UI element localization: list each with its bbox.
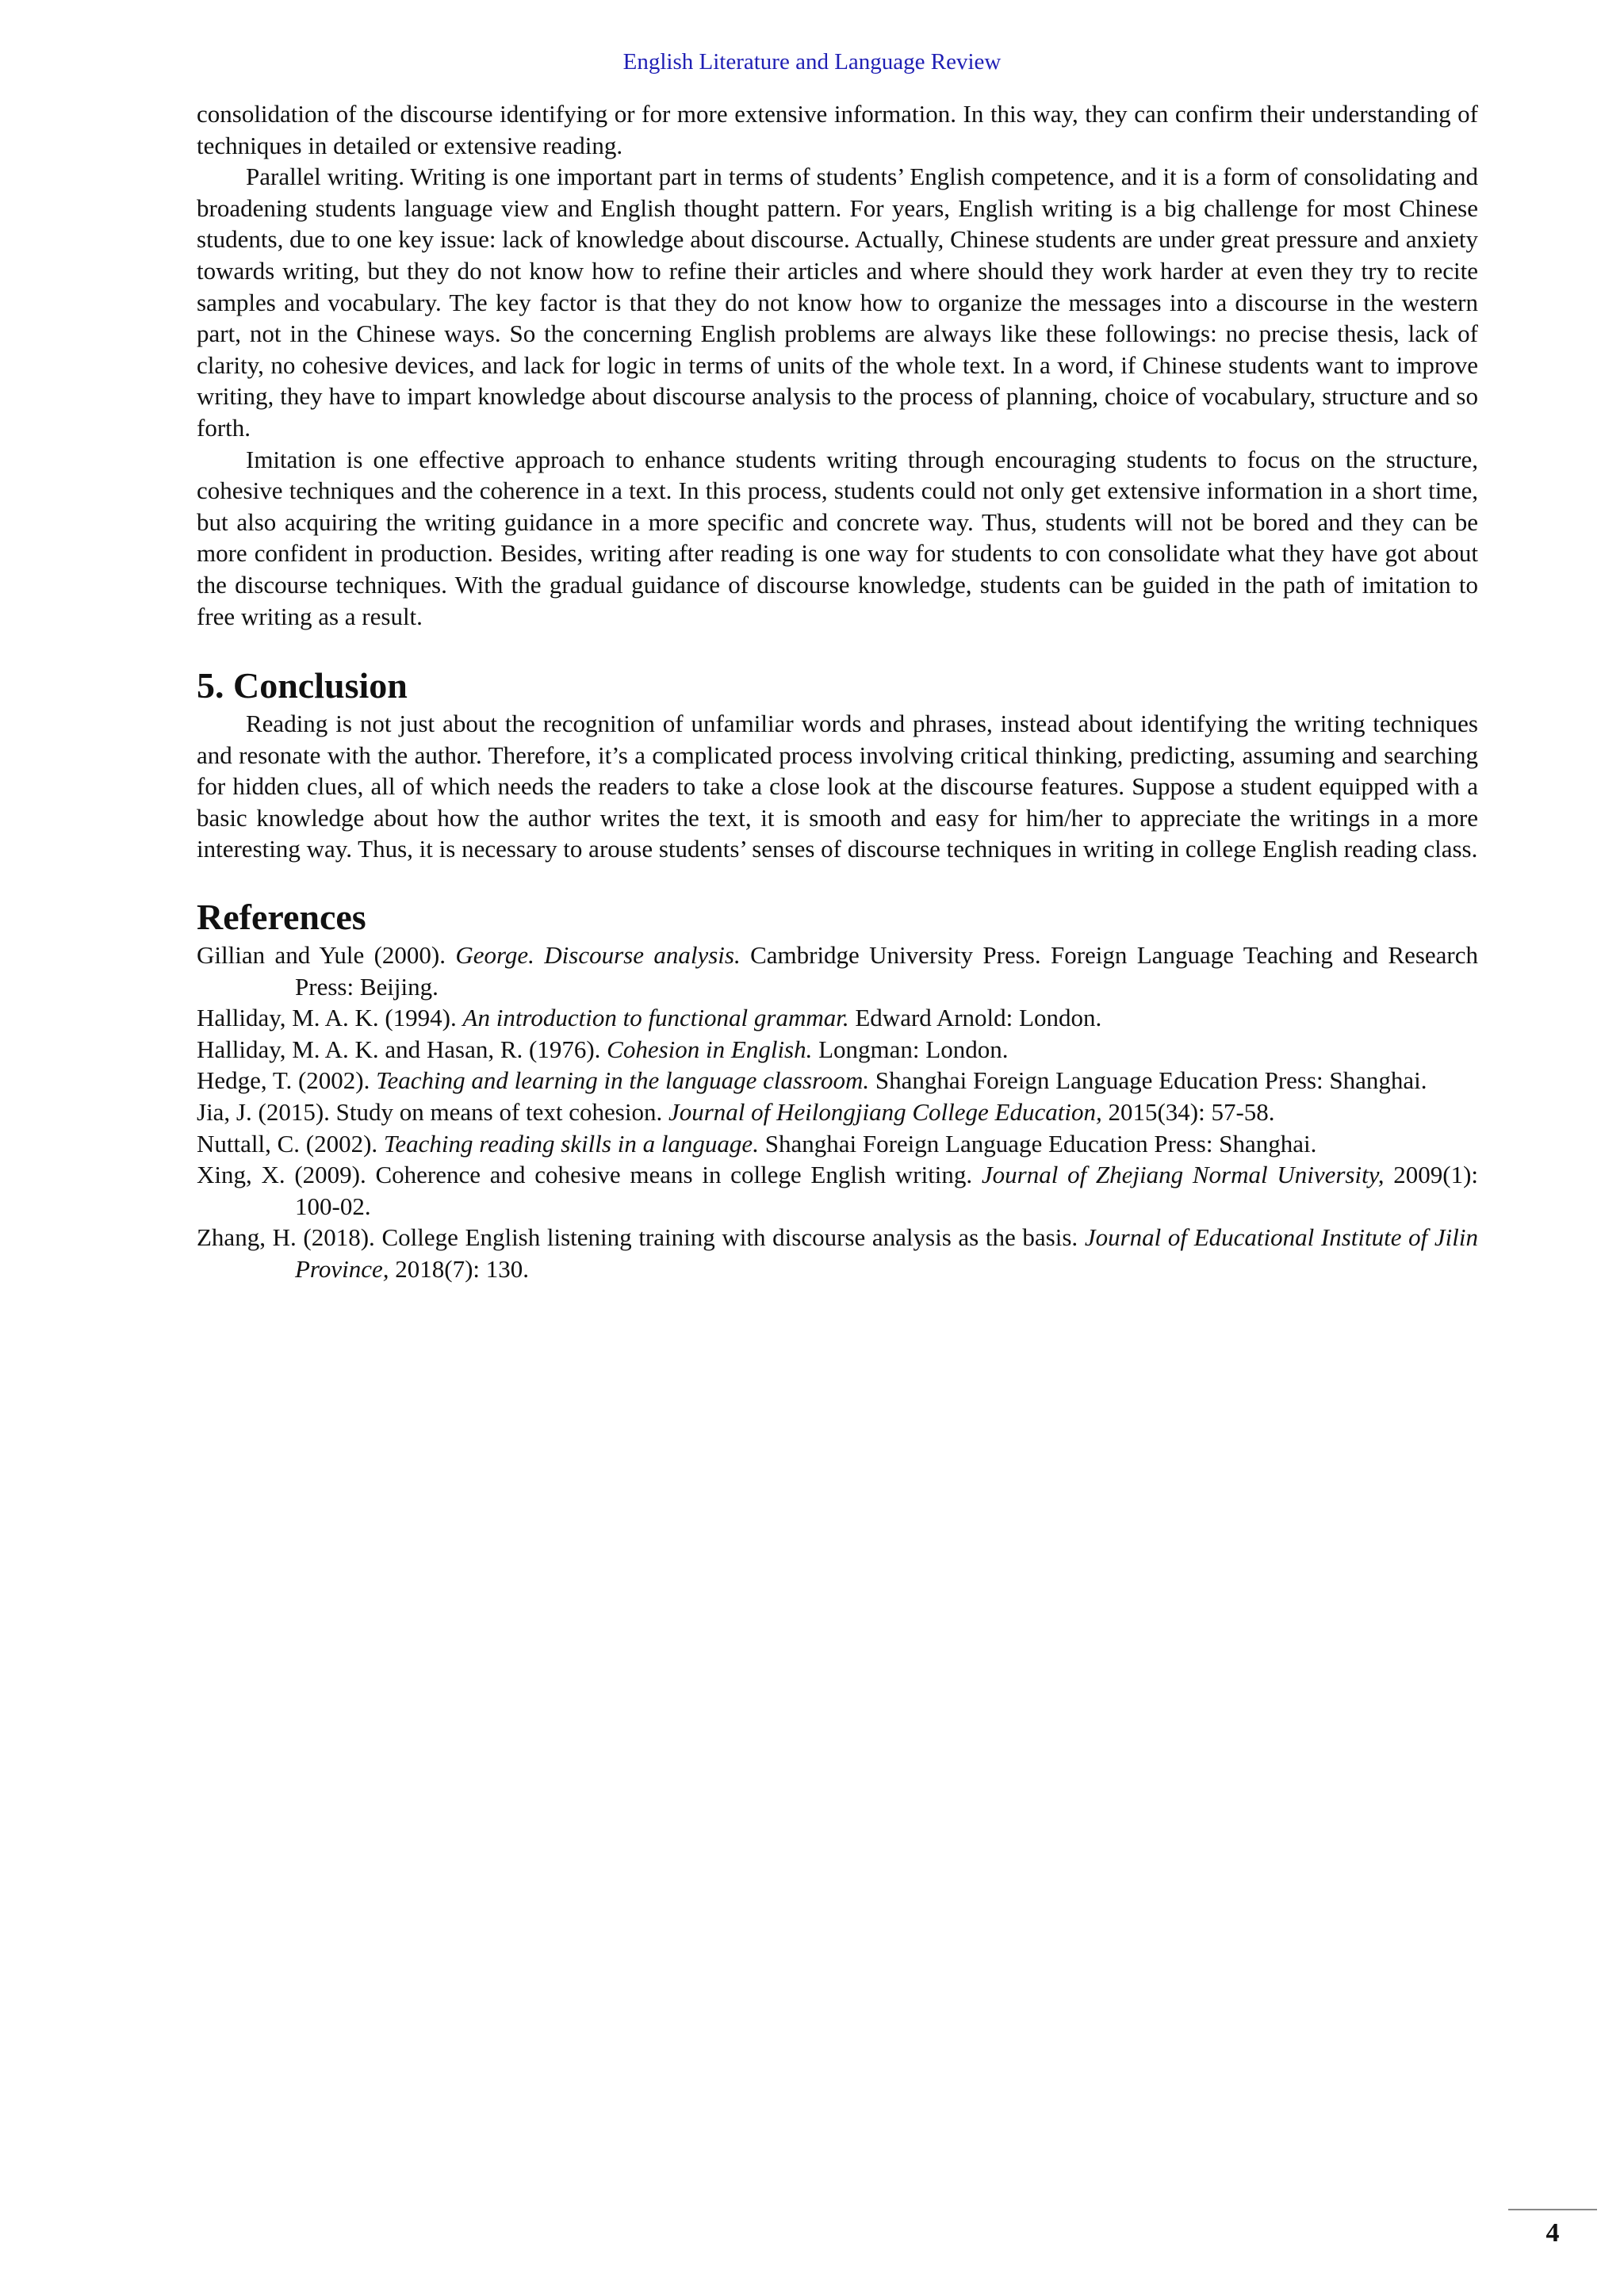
reference-text: Zhang, H. (2018). College English listening training with discourse analysis as the basis. [197, 1223, 1085, 1252]
reference-text: Gillian and Yule (2000). [197, 941, 456, 970]
reference-title: An introduction to functional grammar. [462, 1004, 849, 1032]
reference-text: Halliday, M. A. K. (1994). [197, 1004, 463, 1032]
reference-text: 2018(7): 130. [389, 1255, 530, 1283]
reference-text: Hedge, T. (2002). [197, 1066, 377, 1095]
reference-title: Journal of Educational Institute of Jilin Province, [295, 1223, 1479, 1283]
reference-text: 2015(34): 57-58. [1101, 1098, 1275, 1127]
reference-text: Edward Arnold: London. [848, 1004, 1102, 1032]
page-content [197, 98, 1478, 1285]
journal-running-header: English Literature and Language Review [622, 49, 1002, 75]
reference-list [197, 939, 1478, 1285]
reference-title: Cohesion in English. [607, 1035, 813, 1063]
body-paragraph-continued: consolidation of the discourse identifying or for more extensive information. In this way, they can confirm their understanding of techniques in detailed or extensive reading. [197, 100, 1478, 159]
reference-item [197, 939, 1478, 1002]
reference-text: Xing, X. (2009). Coherence and cohesive means in college English writing. [197, 1161, 982, 1189]
reference-text: Longman: London. [812, 1035, 1009, 1063]
reference-text: Jia, J. (2015). Study on means of text cohesion. [197, 1098, 668, 1127]
reference-title: Teaching and learning in the language classroom. [376, 1066, 870, 1095]
reference-title: George. Discourse analysis. [455, 941, 741, 970]
reference-title: Teaching reading skills in a language. [383, 1129, 759, 1158]
reference-item [197, 1002, 1478, 1034]
body-paragraph-parallel-writing: Parallel writing. Writing is one important part in terms of students’ English competence, and it is a form of consolidating and broadening students language view and English thought pattern. For years, English writing is a big challenge for most Chinese students, due to one key issue: lack of knowledge about discourse. Actually, Chinese students are under great pressure and anxiety towards writing, but they do not know how to refine their articles and where should they work harder at even they try to recite samples and vocabulary. The key factor is that they do not know how to organize the messages into a discourse in the western part, not in the Chinese ways. So the concerning English problems are always like these followings: no precise thesis, lack of clarity, no cohesive devices, and lack for logic in terms of units of the whole text. In a word, if Chinese students want to improve writing, they have to impart knowledge about discourse analysis to the process of planning, choice of vocabulary, structure and so forth. [197, 163, 1478, 442]
page-number: 4 [1545, 2218, 1560, 2248]
reference-item [197, 1034, 1478, 1066]
reference-text: Halliday, M. A. K. and Hasan, R. (1976). [197, 1035, 607, 1063]
reference-text: 2009(1): 100-02. [295, 1161, 1479, 1220]
body-paragraph-imitation: Imitation is one effective approach to enhance students writing through encouraging students to focus on the structure, cohesive techniques and the coherence in a text. In this process, students could not only get extensive information in a short time, but also acquiring the writing guidance in a more specific and concrete way. Thus, students will not be bored and they can be more confident in production. Besides, writing after reading is one way for students to con consolidate what they have got about the discourse techniques. With the gradual guidance of discourse knowledge, students can be guided in the path of imitation to free writing as a result. [197, 445, 1478, 630]
reference-text: Shanghai Foreign Language Education Press: Shanghai. [758, 1129, 1317, 1158]
conclusion-paragraph: Reading is not just about the recognition of unfamiliar words and phrases, instead about identifying the writing techniques and resonate with the author. Therefore, it’s a complicated process involving critical thinking, predicting, assuming and searching for hidden clues, all of which needs the readers to take a close look at the discourse features. Suppose a student equipped with a basic knowledge about how the author writes the text, it is smooth and easy for him/her to appreciate the writings in a more interesting way. Thus, it is necessary to arouse students’ senses of discourse techniques in writing in college English reading class. [197, 710, 1478, 863]
conclusion-heading: 5. Conclusion [197, 665, 408, 706]
reference-item [197, 1065, 1478, 1096]
reference-text: Cambridge University Press. Foreign Language Teaching and Research Press: Beijing. [295, 941, 1478, 1001]
reference-item [197, 1128, 1478, 1160]
reference-item [197, 1096, 1478, 1128]
reference-text: Nuttall, C. (2002). [197, 1129, 384, 1158]
reference-title: Journal of Heilongjiang College Education, [668, 1098, 1102, 1127]
reference-item [197, 1222, 1478, 1284]
footer-divider [1508, 2209, 1597, 2210]
reference-item [197, 1159, 1478, 1222]
references-heading: References [197, 897, 366, 938]
reference-title: Journal of Zhejiang Normal University, [981, 1161, 1385, 1189]
reference-text: Shanghai Foreign Language Education Press: Shanghai. [869, 1066, 1427, 1095]
